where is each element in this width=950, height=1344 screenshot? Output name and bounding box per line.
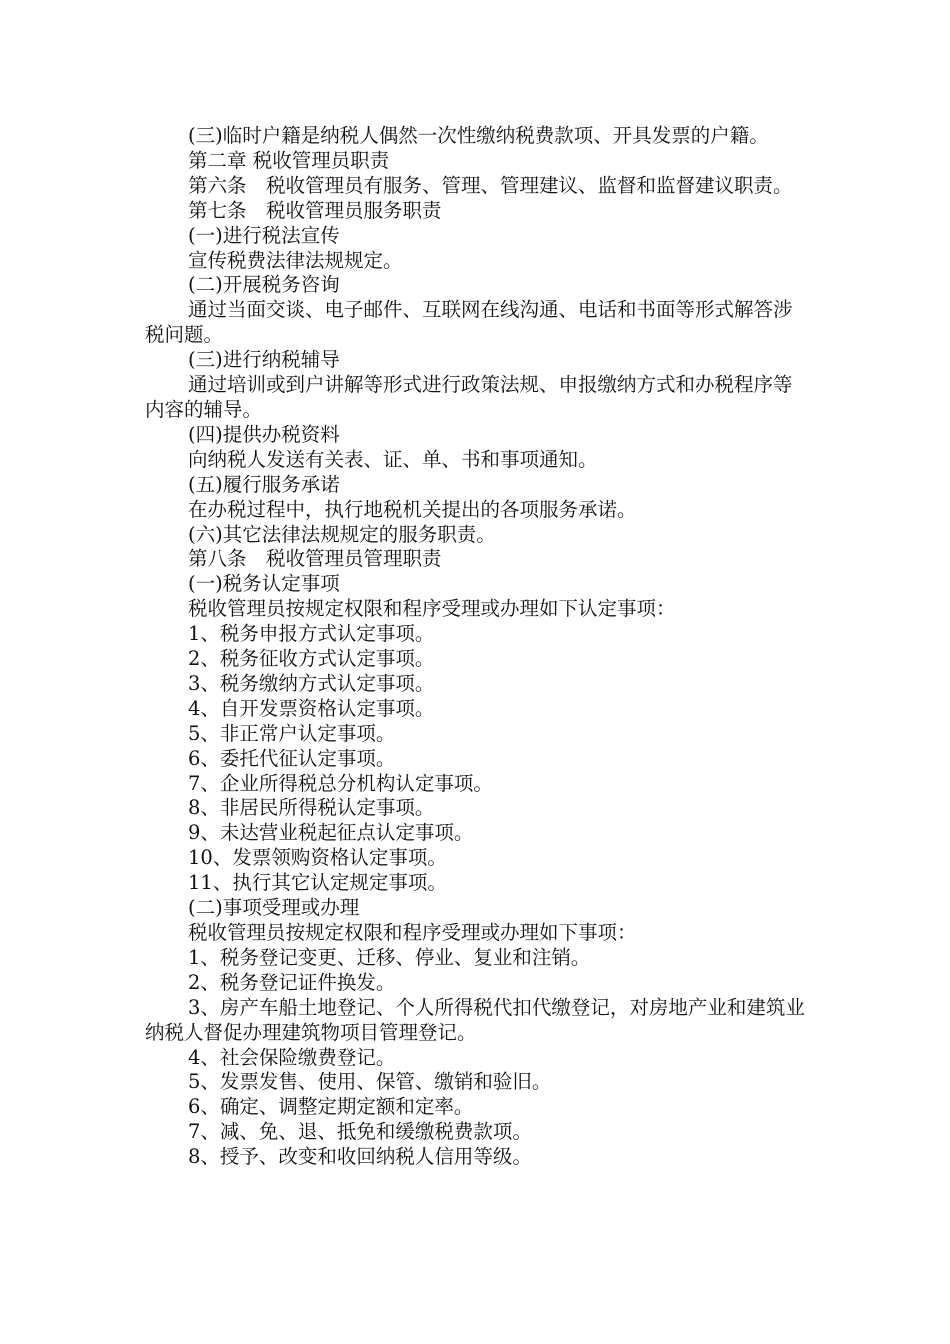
list-item: 9、未达营业税起征点认定事项。 [188, 821, 474, 845]
list-item: 1、税务登记变更、迁移、停业、复业和注销。 [188, 945, 591, 969]
article-6: 第六条 税收管理员有服务、管理、管理建议、监督和监督建议职责。 [188, 173, 793, 197]
item-tax-determination: (一)税务认定事项 [188, 572, 340, 596]
document-body [145, 124, 805, 1170]
list-item: 4、自开发票资格认定事项。 [188, 696, 435, 720]
list-item: 8、非居民所得税认定事项。 [188, 796, 435, 820]
item-text: 在办税过程中，执行地税机关提出的各项服务承诺。 [188, 497, 637, 521]
list-item: 1、税务申报方式认定事项。 [188, 622, 435, 646]
item-text: 宣传税费法律法规规定。 [188, 248, 403, 272]
list-item: 4、社会保险缴费登记。 [188, 1045, 396, 1069]
item-text: 通过培训或到户讲解等形式进行政策法规、申报缴纳方式和办税程序等内容的辅导。 [145, 373, 793, 421]
list-item: 7、企业所得税总分机构认定事项。 [188, 771, 493, 795]
list-item: 11、执行其它认定规定事项。 [188, 871, 447, 895]
list-item: 3、房产车船土地登记、个人所得税代扣代缴登记，对房地产业和建筑业纳税人督促办理建筑物项目管理登记。 [145, 995, 805, 1044]
item-tax-consulting: (二)开展税务咨询 [188, 273, 340, 297]
list-item: 2、税务征收方式认定事项。 [188, 647, 435, 671]
list-item: 2、税务登记证件换发。 [188, 970, 396, 994]
chapter-heading-duties: 第二章 税收管理员职责 [188, 148, 390, 172]
item-tax-law-publicity: (一)进行税法宣传 [188, 223, 340, 247]
list-item: 5、非正常户认定事项。 [188, 721, 396, 745]
paragraph-temporary-household: (三)临时户籍是纳税人偶然一次性缴纳税费款项、开具发票的户籍。 [188, 124, 769, 147]
list-item: 6、委托代征认定事项。 [188, 746, 396, 770]
item-tax-materials: (四)提供办税资料 [188, 422, 340, 446]
list-item: 10、发票领购资格认定事项。 [188, 846, 447, 870]
list-item: 8、授予、改变和收回纳税人信用等级。 [188, 1145, 532, 1169]
list-item: 6、确定、调整定期定额和定率。 [188, 1095, 474, 1119]
article-8-heading: 第八条 税收管理员管理职责 [188, 547, 442, 571]
item-service-commitment: (五)履行服务承诺 [188, 472, 340, 496]
item-text: 税收管理员按规定权限和程序受理或办理如下认定事项： [188, 597, 676, 621]
item-other-service-duties: (六)其它法律法规规定的服务职责。 [188, 522, 496, 546]
item-tax-guidance: (三)进行纳税辅导 [188, 348, 340, 372]
item-text: 通过当面交谈、电子邮件、互联网在线沟通、电话和书面等形式解答涉税问题。 [145, 298, 793, 347]
list-item: 3、税务缴纳方式认定事项。 [188, 671, 435, 695]
list-item: 5、发票发售、使用、保管、缴销和验旧。 [188, 1070, 552, 1094]
article-7-heading: 第七条 税收管理员服务职责 [188, 198, 442, 222]
item-matter-handling: (二)事项受理或办理 [188, 896, 360, 920]
item-text: 税收管理员按规定权限和程序受理或办理如下事项： [188, 921, 637, 944]
item-text: 向纳税人发送有关表、证、单、书和事项通知。 [188, 447, 598, 471]
list-item: 7、减、免、退、抵免和缓缴税费款项。 [188, 1120, 532, 1144]
